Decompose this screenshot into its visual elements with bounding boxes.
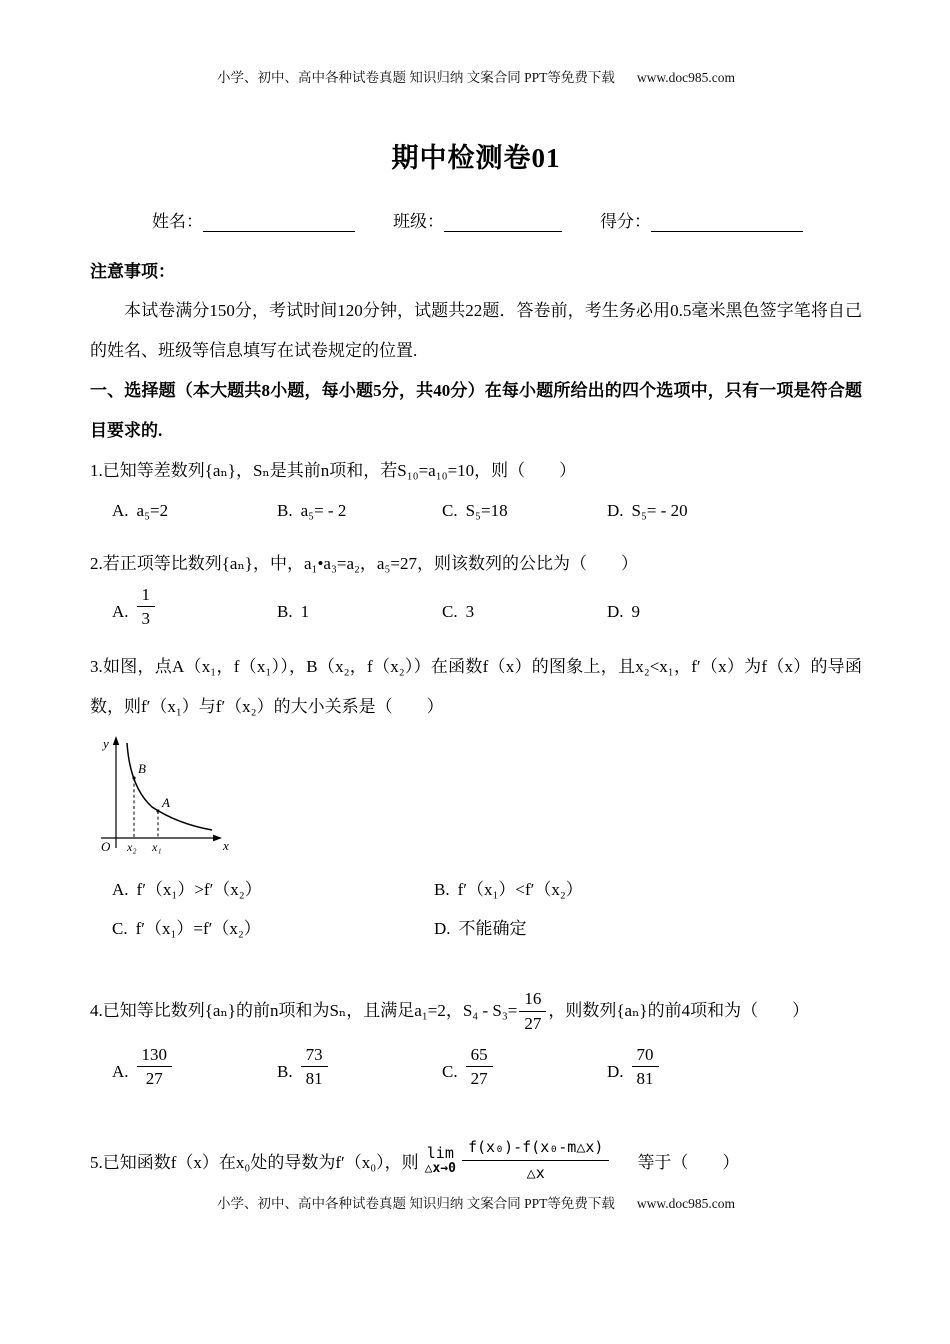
fraction-numerator: 65	[466, 1044, 493, 1067]
fraction	[137, 584, 156, 630]
fraction	[632, 1044, 659, 1090]
q2-option-b	[277, 584, 442, 632]
point-a-dot	[156, 810, 159, 813]
q4-option-d	[607, 1044, 772, 1092]
figure-y-label: y	[103, 736, 109, 752]
formula-numerator: f(x₀)-f(x₀-m△x)	[462, 1137, 609, 1161]
fraction	[301, 1044, 328, 1090]
fraction-numerator: 16	[519, 988, 546, 1011]
q4-option-a	[112, 1044, 277, 1092]
q3-stem: 3.如图，点A（x₁，f（x₁）），B（x₂，f（x₂））在函数f（x）的图象上，且x₂<x₁，f′（x）为f（x）的导函数，则f′（x₁）与f′（x₂）的大小关系是（ ）	[90, 657, 862, 717]
option-label: B.	[277, 1062, 293, 1082]
option-label: D.	[607, 1062, 624, 1082]
function-curve	[127, 743, 212, 830]
footer-text: 小学、初中、高中各种试卷真题 知识归纳 文案合同 PPT等免费下载	[217, 1196, 615, 1211]
figure-point-a-label: A	[162, 795, 170, 811]
fraction-denominator: 27	[524, 1013, 542, 1033]
q2-options	[112, 584, 862, 632]
q1-option-b	[277, 491, 442, 530]
score-blank	[651, 213, 803, 232]
doc-footer	[90, 1192, 862, 1212]
fraction	[466, 1044, 493, 1090]
notice-body: 本试卷满分150分，考试时间120分钟，试题共22题．答卷前，考生务必用0.5毫米黑色签字笔将自己的姓名、班级等信息填写在试卷规定的位置.	[90, 301, 862, 361]
q3-options-row2	[112, 909, 862, 948]
q4-stem	[90, 988, 862, 1034]
q1-stem: 1.已知等差数列{aₙ}，Sₙ是其前n项和，若S₁₀=a₁₀=10，则（ ）	[90, 460, 577, 480]
footer-url-link[interactable]: www.doc985.com	[636, 1196, 735, 1211]
fraction-denominator: 81	[305, 1069, 323, 1089]
fraction	[137, 1044, 173, 1090]
option-label: D.	[434, 919, 451, 939]
option-label: D.	[607, 500, 624, 520]
lim-text: lim	[426, 1144, 454, 1163]
figure-origin-label: O	[101, 839, 111, 855]
option-text: a₅= - 2	[300, 500, 347, 520]
option-label: A.	[112, 602, 129, 622]
q2-stem: 2.若正项等比数列{aₙ}，中，a₁•a₃=a₂，a₅=27，则该数列的公比为（ ）	[90, 553, 638, 573]
question-2	[90, 544, 862, 631]
option-label: D.	[607, 602, 624, 622]
option-text: f′（x₁）<f′（x₂）	[457, 880, 583, 900]
option-label: C.	[442, 500, 458, 520]
option-text: S₅=18	[465, 500, 508, 520]
option-label: C.	[112, 919, 128, 939]
fraction-denominator: 3	[141, 609, 151, 629]
limit-formula	[425, 1137, 610, 1184]
option-text: f′（x₁）=f′（x₂）	[135, 919, 261, 939]
class-label: 班级：	[393, 212, 444, 231]
q4-options	[112, 1044, 862, 1092]
q3-option-a	[112, 870, 434, 909]
q4-stem-post: ，则数列{aₙ}的前4项和为（ ）	[548, 1001, 810, 1021]
option-label: A.	[112, 1062, 129, 1082]
option-label: B.	[277, 602, 293, 622]
option-label: A.	[112, 500, 129, 520]
q1-option-a	[112, 491, 277, 530]
option-text: 不能确定	[458, 919, 527, 939]
info-row	[152, 207, 862, 232]
option-label: C.	[442, 602, 458, 622]
question-3	[90, 647, 862, 948]
fraction-denominator: 27	[470, 1069, 488, 1089]
option-text: 1	[300, 602, 310, 622]
option-label: A.	[112, 880, 129, 900]
q3-figure	[94, 733, 862, 866]
figure-x2-label: x₂	[127, 840, 137, 855]
fraction-numerator: 1	[137, 584, 156, 607]
fraction-numerator: 73	[301, 1044, 328, 1067]
option-label: B.	[434, 880, 450, 900]
formula-fraction	[462, 1137, 609, 1184]
header-url-link[interactable]: www.doc985.com	[636, 70, 735, 85]
q4-option-c	[442, 1044, 607, 1092]
q4-inline-fraction	[519, 988, 546, 1034]
figure-x-label: x	[223, 838, 229, 854]
q4-option-b	[277, 1044, 442, 1092]
lim-subscript: △x→0	[424, 1160, 456, 1176]
q1-options	[112, 491, 862, 530]
notice-heading: 注意事项：	[90, 262, 175, 281]
question-4	[90, 988, 862, 1091]
formula-denominator: △x	[526, 1164, 545, 1183]
figure-point-b-label: B	[138, 761, 146, 777]
q2-option-d	[607, 584, 772, 632]
option-label: C.	[442, 1062, 458, 1082]
point-b-dot	[132, 777, 135, 780]
q3-option-c	[112, 909, 434, 948]
q1-option-c	[442, 491, 607, 530]
option-text: S₅= - 20	[631, 500, 688, 520]
q2-option-c	[442, 584, 607, 632]
option-text: 9	[631, 602, 641, 622]
option-text: a₅=2	[136, 500, 169, 520]
q3-option-b	[434, 870, 756, 909]
lim-operator	[425, 1145, 456, 1176]
doc-header	[90, 66, 862, 86]
q3-option-d	[434, 909, 756, 948]
q2-option-a	[112, 584, 277, 632]
header-text: 小学、初中、高中各种试卷真题 知识归纳 文案合同 PPT等免费下载	[217, 70, 615, 85]
q5-stem-post: 等于（ ）	[637, 1153, 740, 1173]
name-label: 姓名：	[152, 212, 203, 231]
y-axis-arrow	[113, 736, 119, 745]
q3-options-row1	[112, 870, 862, 909]
class-blank	[444, 213, 562, 232]
q5-stem-pre: 5.已知函数f（x）在x₀处的导数为f′（x₀），则	[90, 1153, 419, 1173]
page-title: 期中检测卷01	[391, 143, 561, 173]
fraction-numerator: 130	[137, 1044, 173, 1067]
q1-option-d	[607, 491, 772, 530]
q3-figure-graph	[94, 733, 236, 861]
x-axis-arrow	[213, 835, 222, 842]
fraction-denominator: 81	[636, 1069, 654, 1089]
figure-x1-label: x₁	[152, 840, 162, 855]
fraction-denominator: 27	[145, 1069, 163, 1089]
name-blank	[203, 213, 355, 232]
section1-heading: 一、选择题（本大题共8小题，每小题5分，共40分）在每小题所给出的四个选项中，只有一项是符合题目要求的.	[90, 380, 862, 440]
option-text: 3	[465, 602, 475, 622]
score-label: 得分：	[600, 212, 651, 231]
q4-stem-pre: 4.已知等比数列{aₙ}的前n项和为Sₙ，且满足a₁=2，S₄ - S₃=	[90, 1001, 518, 1021]
option-label: B.	[277, 500, 293, 520]
fraction-numerator: 70	[632, 1044, 659, 1067]
question-1	[90, 451, 862, 530]
question-5	[90, 1137, 862, 1184]
option-text: f′（x₁）>f′（x₂）	[136, 880, 262, 900]
